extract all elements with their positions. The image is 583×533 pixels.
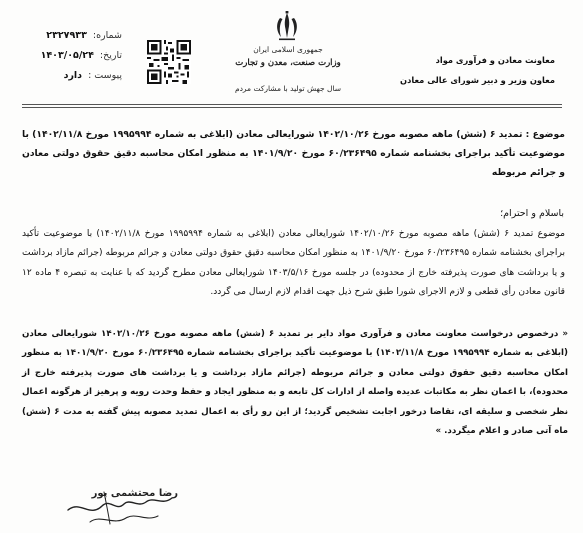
number-label: شماره: <box>92 30 122 41</box>
office-line-2: معاون وزیر و دبیر شورای عالی معادن <box>400 75 555 85</box>
year-slogan: سال جهش تولید با مشارکت مردم <box>234 84 342 93</box>
ministry-title: وزارت صنعت، معدن و تجارت <box>235 58 341 68</box>
government-title: جمهوری اسلامی ایران <box>253 45 323 54</box>
header-divider-top <box>22 104 562 105</box>
office-line-1: معاونت معادن و فرآوری مواد <box>435 55 555 65</box>
letter-subject: موضوع : تمدید ۶ (شش) ماهه مصوبه مورخ ۱۴۰۲/۱۰/۲۶ شورایعالی معادن (ابلاغی به شماره ۱۹۹۵۹۹۴ مورخ ۱۴۰۲/۱۱/۸) با موضوعیت تأکید براجرای بخشنامه شماره ۶۰/۲۳۶۴۹۵ مورخ ۱۴۰۱/۹/۲۰ به منظور امکان محاسبه دقیق حقوق دولتی معادن و جرائم مربوطه <box>22 129 565 178</box>
number-row <box>22 30 122 50</box>
number-value: ۲۳۲۷۹۳۳ <box>46 30 87 41</box>
body-paragraph: موضوع تمدید ۶ (شش) ماهه مصوبه مورخ ۱۴۰۲/۱۰/۲۶ شورایعالی معادن (ابلاغی به شماره ۱۹۹۵۹۹۴ مورخ ۱۴۰۲/۱۱/۸) با موضوعیت تأکید براجرای بخشنامه شماره ۶۰/۲۳۶۴۹۵ مورخ ۱۴۰۱/۹/۲۰ به منظور امکان محاسبه دقیق حقوق دولتی معادن و جرائم مربوطه (جرائم مازاد برداشت و یا برداشت های صورت پذیرفته خارج از محدوده) در جلسه مورخ ۱۴۰۳/۵/۱۶ شورایعالی معادن مطرح گردید که با عنایت به تبصره ۴ ماده ۱۲ قانون معادن رأی قطعی و لازم الاجرای شورا طبق شرح ذیل جهت اقدام لازم ارسال می گردد. <box>22 229 566 298</box>
council-decision-quote: « درخصوص درخواست معاونت معادن و فرآوری مواد دایر بر تمدید ۶ (شش) ماهه مصوبه مورخ ۱۴۰۲/۱۰/۲۶ شورایعالی معادن (ابلاغی به شماره ۱۹۹۵۹۹۴ مورخ ۱۴۰۲/۱۱/۸) با موضوعیت تأکید براجرای بخشنامه شماره ۶۰/۲۳۶۴۹۵ مورخ ۱۴۰۱/۹/۲۰ به منظور امکان محاسبه دقیق حقوق دولتی معادن و جرائم مربوطه (جرائم مازاد برداشت و یا برداشت های صورت پذیرفته خارج از محدوده)، با اعمان نظر به مکاتبات عدیده واصله از ادارات کل تابعه و به منظور ایجاد و حفظ وحدت رویه و پرهیز از هرگونه اعمال نظر شخصی و سلیقه ای، تقاضا درخور اجابت تشخیص گردید؛ از این رو رأی به اعمال تمدید مصوبه پیش گفته به مدت ۶ (شش) ماه آتی صادر و اعلام میگردد. » <box>22 329 568 437</box>
iran-emblem-icon <box>270 10 304 44</box>
date-label: تاریخ: <box>99 50 122 61</box>
qr-code-icon <box>147 40 191 84</box>
header-divider-bottom <box>22 107 562 108</box>
greeting: باسلام و احترام؛ <box>500 208 564 219</box>
office-title <box>375 50 555 90</box>
date-value: ۱۴۰۳/۰۵/۲۴ <box>40 50 94 61</box>
attachment-label: پیوست : <box>88 70 122 81</box>
date-row <box>22 50 122 70</box>
attachment-row <box>22 70 122 90</box>
signatory-name: رضا محتشمی پور <box>91 488 178 499</box>
handwritten-signature <box>60 478 180 530</box>
attachment-value: دارد <box>63 70 83 81</box>
letter-metadata <box>22 30 122 90</box>
